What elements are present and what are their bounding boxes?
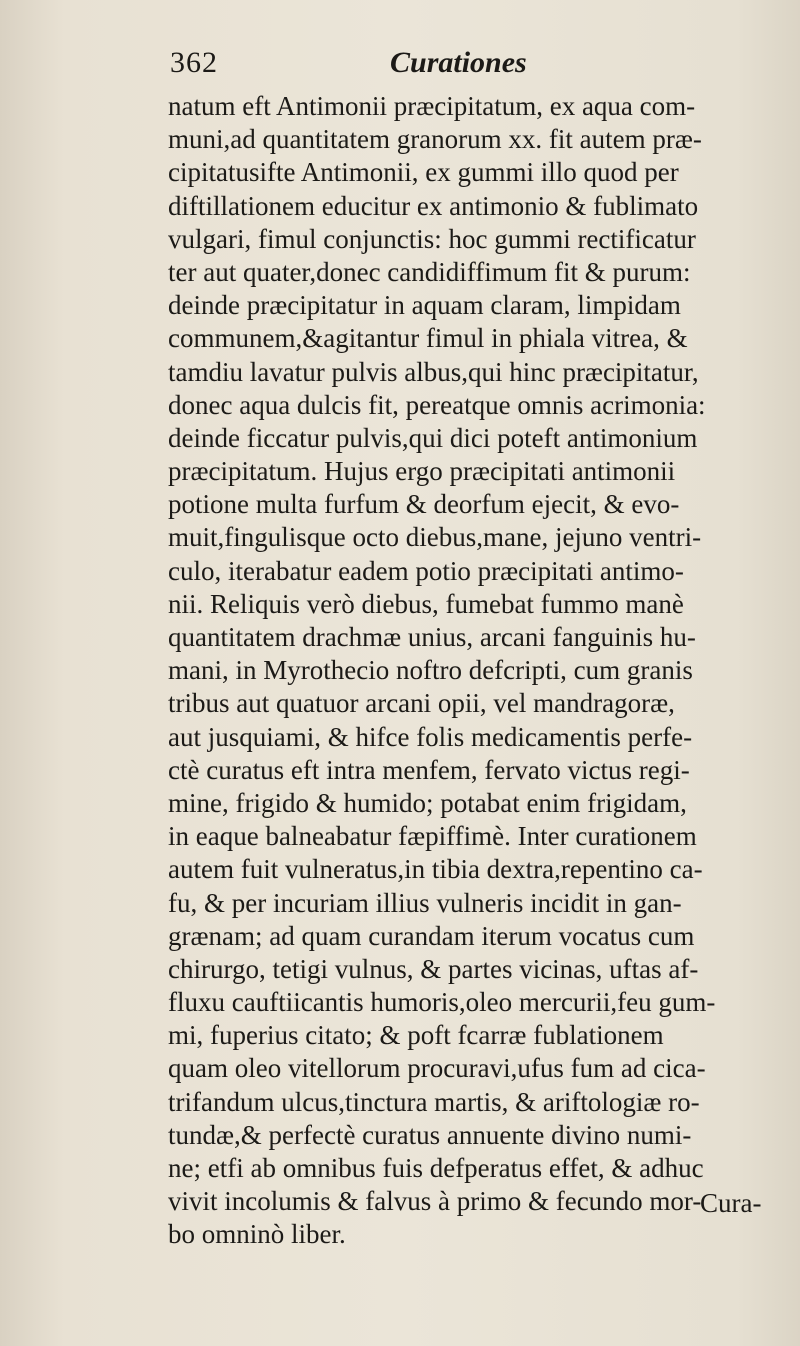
text-line: deinde ficcatur pulvis,qui dici poteft antimonium bbox=[168, 422, 698, 453]
text-line: muni,ad quantitatem granorum xx. fit autem præ- bbox=[168, 124, 702, 155]
text-line: grænam; ad quam curandam iterum vocatus cum bbox=[168, 920, 695, 951]
running-title: Curationes bbox=[390, 46, 527, 79]
text-line: ctè curatus eft intra menfem, fervato victus regi- bbox=[168, 754, 690, 785]
text-line: vulgari, fimul conjunctis: hoc gummi rectificatur bbox=[168, 223, 696, 254]
text-line: ne; etfi ab omnibus fuis defperatus effet, & adhuc bbox=[168, 1153, 704, 1183]
text-line: in eaque balneabatur fæpiffimè. Inter curationem bbox=[168, 821, 697, 852]
text-line: natum eft Antimonii præcipitatum, ex aqua com- bbox=[168, 91, 696, 121]
text-line: trifandum ulcus,tinctura martis, & ariftologiæ ro- bbox=[168, 1086, 700, 1117]
text-line: fluxu cauftiicantis humoris,oleo mercurii,feu gum- bbox=[168, 987, 716, 1018]
page-header bbox=[170, 46, 650, 86]
text-line: præcipitatum. Hujus ergo præcipitati antimonii bbox=[168, 456, 676, 487]
text-line: tamdiu lavatur pulvis albus,qui hinc præcipitatur, bbox=[168, 356, 699, 387]
page-number: 362 bbox=[170, 46, 218, 79]
text-line: autem fuit vulneratus,in tibia dextra,repentino ca- bbox=[168, 854, 703, 885]
text-line: chirurgo, tetigi vulnus, & partes vicinas, uftas af- bbox=[168, 953, 699, 984]
text-line: tundæ,& perfectè curatus annuente divino numi- bbox=[168, 1119, 692, 1150]
text-line: mani, in Myrothecio noftro defcripti, cum granis bbox=[168, 655, 693, 686]
text-line: tribus aut quatuor arcani opii, vel mandragoræ, bbox=[168, 688, 675, 719]
body-text bbox=[168, 90, 798, 1252]
catchword: Cura- bbox=[700, 1188, 762, 1218]
text-line: deinde præcipitatur in aquam claram, limpidam bbox=[168, 290, 681, 321]
text-line: nii. Reliquis verò diebus, fumebat fummo manè bbox=[168, 588, 684, 619]
text-line: potione multa furfum & deorfum ejecit, & evo- bbox=[168, 489, 680, 520]
text-line: diftillationem educitur ex antimonio & fublimato bbox=[168, 190, 699, 221]
text-line: vivit incolumis & falvus à primo & fecundo mor- bbox=[168, 1186, 702, 1217]
text-line: donec aqua dulcis fit, pereatque omnis acrimonia: bbox=[168, 389, 706, 420]
text-line: mine, frigido & humido; potabat enim frigidam, bbox=[168, 787, 687, 818]
text-line: bo omninò liber. bbox=[168, 1219, 346, 1250]
text-line: ter aut quater,donec candidiffimum fit & purum: bbox=[168, 256, 691, 287]
text-line: muit,fingulisque octo diebus,mane, jejuno ventri- bbox=[168, 522, 702, 553]
text-line: quantitatem drachmæ unius, arcani fanguinis hu- bbox=[168, 622, 696, 652]
text-line: culo, iterabatur eadem potio præcipitati antimo- bbox=[168, 555, 684, 586]
text-line: communem,&agitantur fimul in phiala vitrea, & bbox=[168, 323, 688, 354]
text-line: quam oleo vitellorum procuravi,ufus fum ad cica- bbox=[168, 1053, 706, 1084]
text-line: mi, fuperius citato; & poft fcarræ fublationem bbox=[168, 1020, 664, 1051]
text-line: aut jusquiami, & hifce folis medicamentis perfe- bbox=[168, 721, 693, 752]
text-line: fu, & per incuriam illius vulneris incidit in gan- bbox=[168, 887, 682, 918]
text-line: cipitatusifte Antimonii, ex gummi illo quod per bbox=[168, 157, 679, 188]
